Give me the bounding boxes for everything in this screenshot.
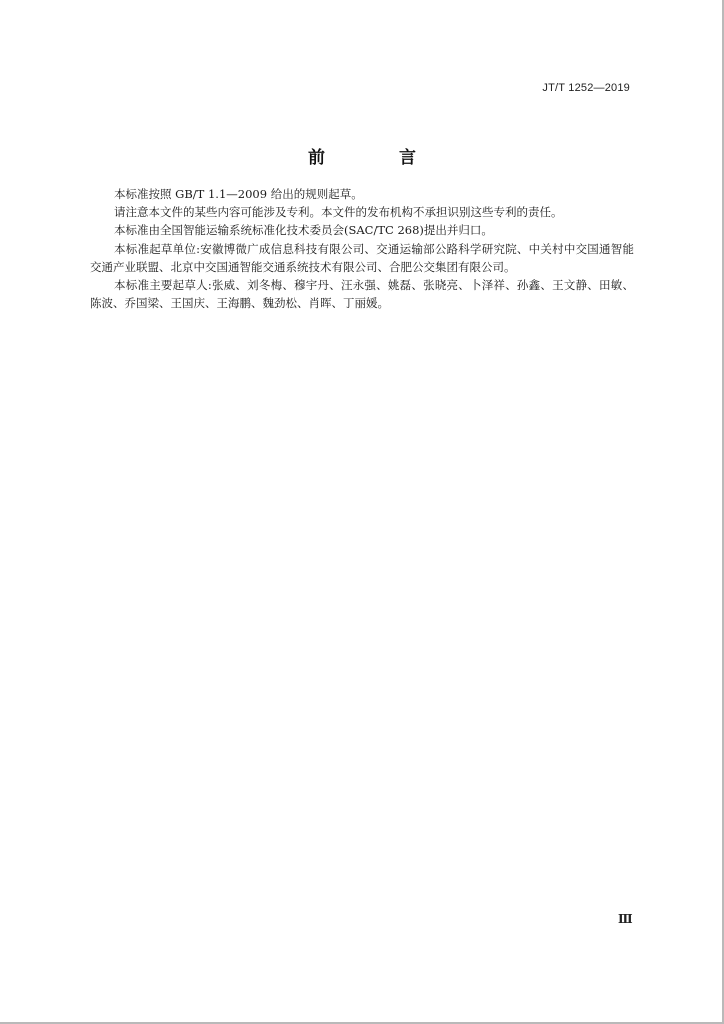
page-title: 前 言 — [308, 148, 450, 168]
paragraph-drafters: 本标准主要起草人:张威、刘冬梅、穆宇丹、汪永强、姚磊、张晓亮、卜泽祥、孙鑫、王文静、田敏、陈波、乔国梁、王国庆、王海鹏、魏劲松、肖晖、丁丽媛。 — [90, 278, 634, 311]
paragraph-drafting-units: 本标准起草单位:安徽博微广成信息科技有限公司、交通运输部公路科学研究院、中关村中交国通智能交通产业联盟、北京中交国通智能交通系统技术有限公司、合肥公交集团有限公司。 — [90, 241, 634, 274]
page-number: Ⅲ — [618, 912, 633, 926]
paragraph-drafting-rules: 本标准按照 GB/T 1.1—2009 给出的规则起草。 — [114, 187, 363, 201]
document-code: JT/T 1252—2019 — [542, 82, 630, 94]
foreword-body — [90, 185, 634, 312]
paragraph-proposer: 本标准由全国智能运输系统标准化技术委员会(SAC/TC 268)提出并归口。 — [114, 223, 493, 238]
paragraph-patent-notice: 请注意本文件的某些内容可能涉及专利。本文件的发布机构不承担识别这些专利的责任。 — [114, 205, 563, 220]
